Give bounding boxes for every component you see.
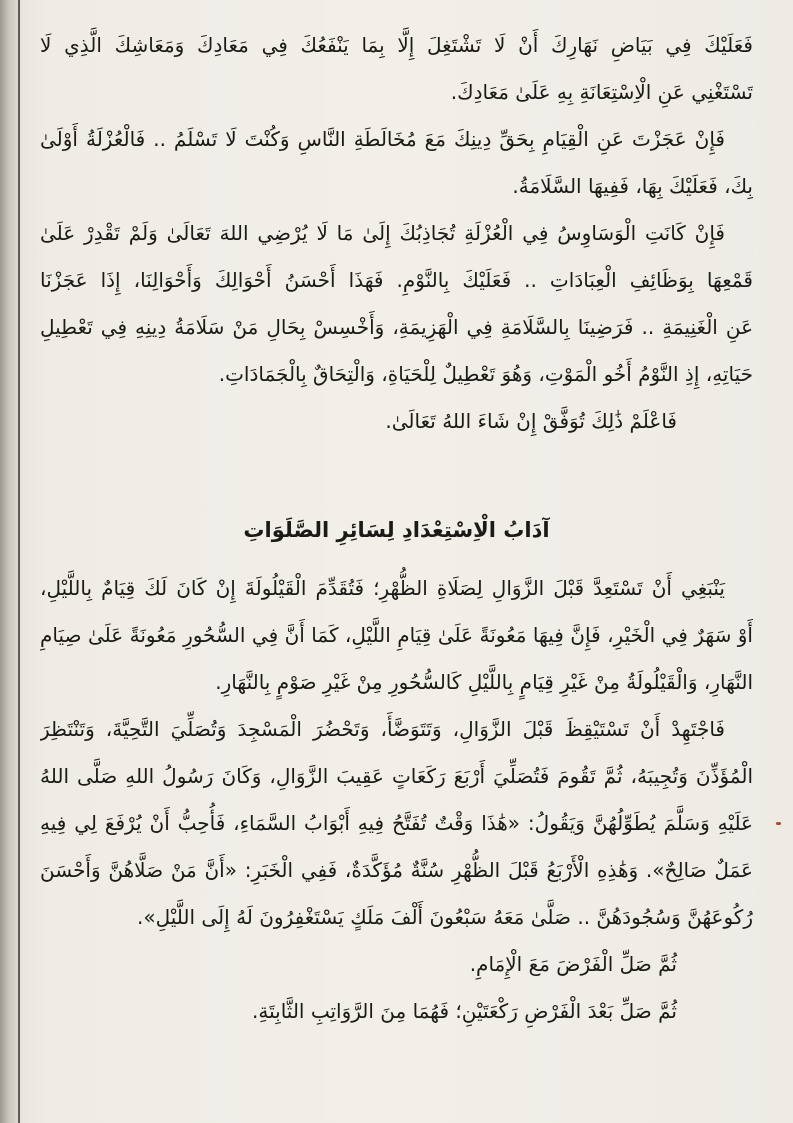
- text-line: أَوْ سَهَرٌ فِي الْخَيْرِ، فَإِنَّ فِيهَا مَعُونَةً عَلَىٰ قِيَامِ اللَّيْلِ، كَمَا أَنَّ فِي السُّحُورِ مَعُونَةً عَلَىٰ صِيَامِ: [40, 623, 753, 647]
- text-line: تَسْتَغْنِي عَنِ الْاِسْتِعَانَةِ بِهِ عَلَىٰ مَعَادِكَ.: [450, 80, 753, 104]
- section-two-text: [40, 565, 753, 1035]
- text-line: ثُمَّ صَلِّ بَعْدَ الْفَرْضِ رَكْعَتَيْنِ؛ فَهُمَا مِنَ الرَّوَاتِبِ الثَّابِتَةِ.: [252, 999, 677, 1023]
- text-line: فَاجْتَهِدْ أَنْ تَسْتَيْقِظَ قَبْلَ الزَّوَالِ، وَتَتَوَضَّأَ، وَتَحْضُرَ الْمَسْجِدَ وَتُصَلِّيَ التَّحِيَّةَ، وَتَنْتَظِرَ: [40, 717, 725, 741]
- text-line: حَيَاتِهِ، إِذِ النَّوْمُ أَخُو الْمَوْتِ، وَهُوَ تَعْطِيلٌ لِلْحَيَاةِ، وَالْتِحَاقٌ بِالْجَمَادَاتِ.: [218, 362, 753, 386]
- binding-shadow-line: [18, 0, 20, 1123]
- text-line: ثُمَّ صَلِّ الْفَرْضَ مَعَ الْإِمَامِ.: [469, 952, 677, 976]
- text-line: عَنِ الْغَنِيمَةِ .. فَرَضِينَا بِالسَّلَامَةِ فِي الْهَزِيمَةِ، وَأَخْسِسْ بِحَالِ مَنْ سَلَامَةُ دِينِهِ فِي تَعْطِيلِ: [40, 315, 753, 339]
- text-line: بِكَ، فَعَلَيْكَ بِهَا، فَفِيهَا السَّلَامَةُ.: [512, 174, 753, 198]
- ink-speck: [776, 822, 781, 825]
- text-line: رُكُوعَهُنَّ وَسُجُودَهُنَّ .. صَلَّىٰ مَعَهُ سَبْعُونَ أَلْفَ مَلَكٍ يَسْتَغْفِرُونَ لَهُ إِلَى اللَّيْلِ».: [136, 905, 753, 929]
- section-one-text: [40, 22, 753, 445]
- text-line: النَّهَارِ، وَالْقَيْلُولَةُ مِنْ غَيْرِ قِيَامٍ بِاللَّيْلِ كَالسُّحُورِ مِنْ غَيْرِ صَوْمٍ بِالنَّهَارِ.: [215, 670, 753, 694]
- text-line: فَعَلَيْكَ فِي بَيَاضِ نَهَارِكَ أَنْ لَا تَشْتَغِلَ إِلَّا بِمَا يَنْفَعُكَ فِي مَعَادِكَ وَمَعَاشِكَ الَّذِي لَا: [40, 33, 753, 57]
- text-line: قَمْعِهَا بِوَظَائِفِ الْعِبَادَاتِ .. فَعَلَيْكَ بِالنَّوْمِ. فَهَذَا أَحْسَنُ أَحْوَالِكَ وَأَحْوَالِنَا، إِذَا عَجَزْنَا: [40, 268, 753, 292]
- text-line: فَإِنْ عَجَزْتَ عَنِ الْقِيَامِ بِحَقِّ دِينِكَ مَعَ مُخَالَطَةِ النَّاسِ وَكُنْتَ لَا تَسْلَمُ .. فَالْعُزْلَةُ أَوْلَىٰ: [40, 127, 725, 151]
- section-heading: آدَابُ الْاِسْتِعْدَادِ لِسَائِرِ الصَّلَوَاتِ: [243, 518, 550, 542]
- text-line: الْمُؤَذِّنَ وَتُجِيبَهُ، ثُمَّ تَقُومَ فَتُصَلِّيَ أَرْبَعَ رَكَعَاتٍ عَقِيبَ الزَّوَالِ، وَكَانَ رَسُولُ اللهِ صَلَّى اللهُ: [40, 764, 753, 788]
- text-line: عَمَلٌ صَالِحٌ». وَهَٰذِهِ الْأَرْبَعُ قَبْلَ الظُّهْرِ سُنَّةٌ مُؤَكَّدَةٌ، فَفِي الْخَبَرِ: «أَنَّ مَنْ صَلَّاهُنَّ وَأَحْسَنَ: [40, 858, 753, 882]
- text-line: يَنْبَغِي أَنْ تَسْتَعِدَّ قَبْلَ الزَّوَالِ لِصَلَاةِ الظُّهْرِ؛ فَتُقَدِّمَ الْقَيْلُولَةَ إِنْ كَانَ لَكَ قِيَامٌ بِاللَّيْلِ،: [40, 576, 725, 600]
- text-line: فَإِنْ كَانَتِ الْوَسَاوِسُ فِي الْعُزْلَةِ تُجَاذِبُكَ إِلَىٰ مَا لَا يُرْضِي اللهَ تَعَالَىٰ وَلَمْ تَقْدِرْ عَلَىٰ: [40, 221, 725, 245]
- text-line: فَاعْلَمْ ذَٰلِكَ تُوَفَّقْ إِنْ شَاءَ اللهُ تَعَالَىٰ.: [385, 409, 677, 433]
- text-line: عَلَيْهِ وَسَلَّمَ يُطَوِّلُهُنَّ وَيَقُولُ: «هَٰذَا وَقْتٌ تُفَتَّحُ فِيهِ أَبْوَابُ السَّمَاءِ، فَأُحِبُّ أَنْ يُرْفَعَ لِي فِيهِ: [40, 811, 753, 835]
